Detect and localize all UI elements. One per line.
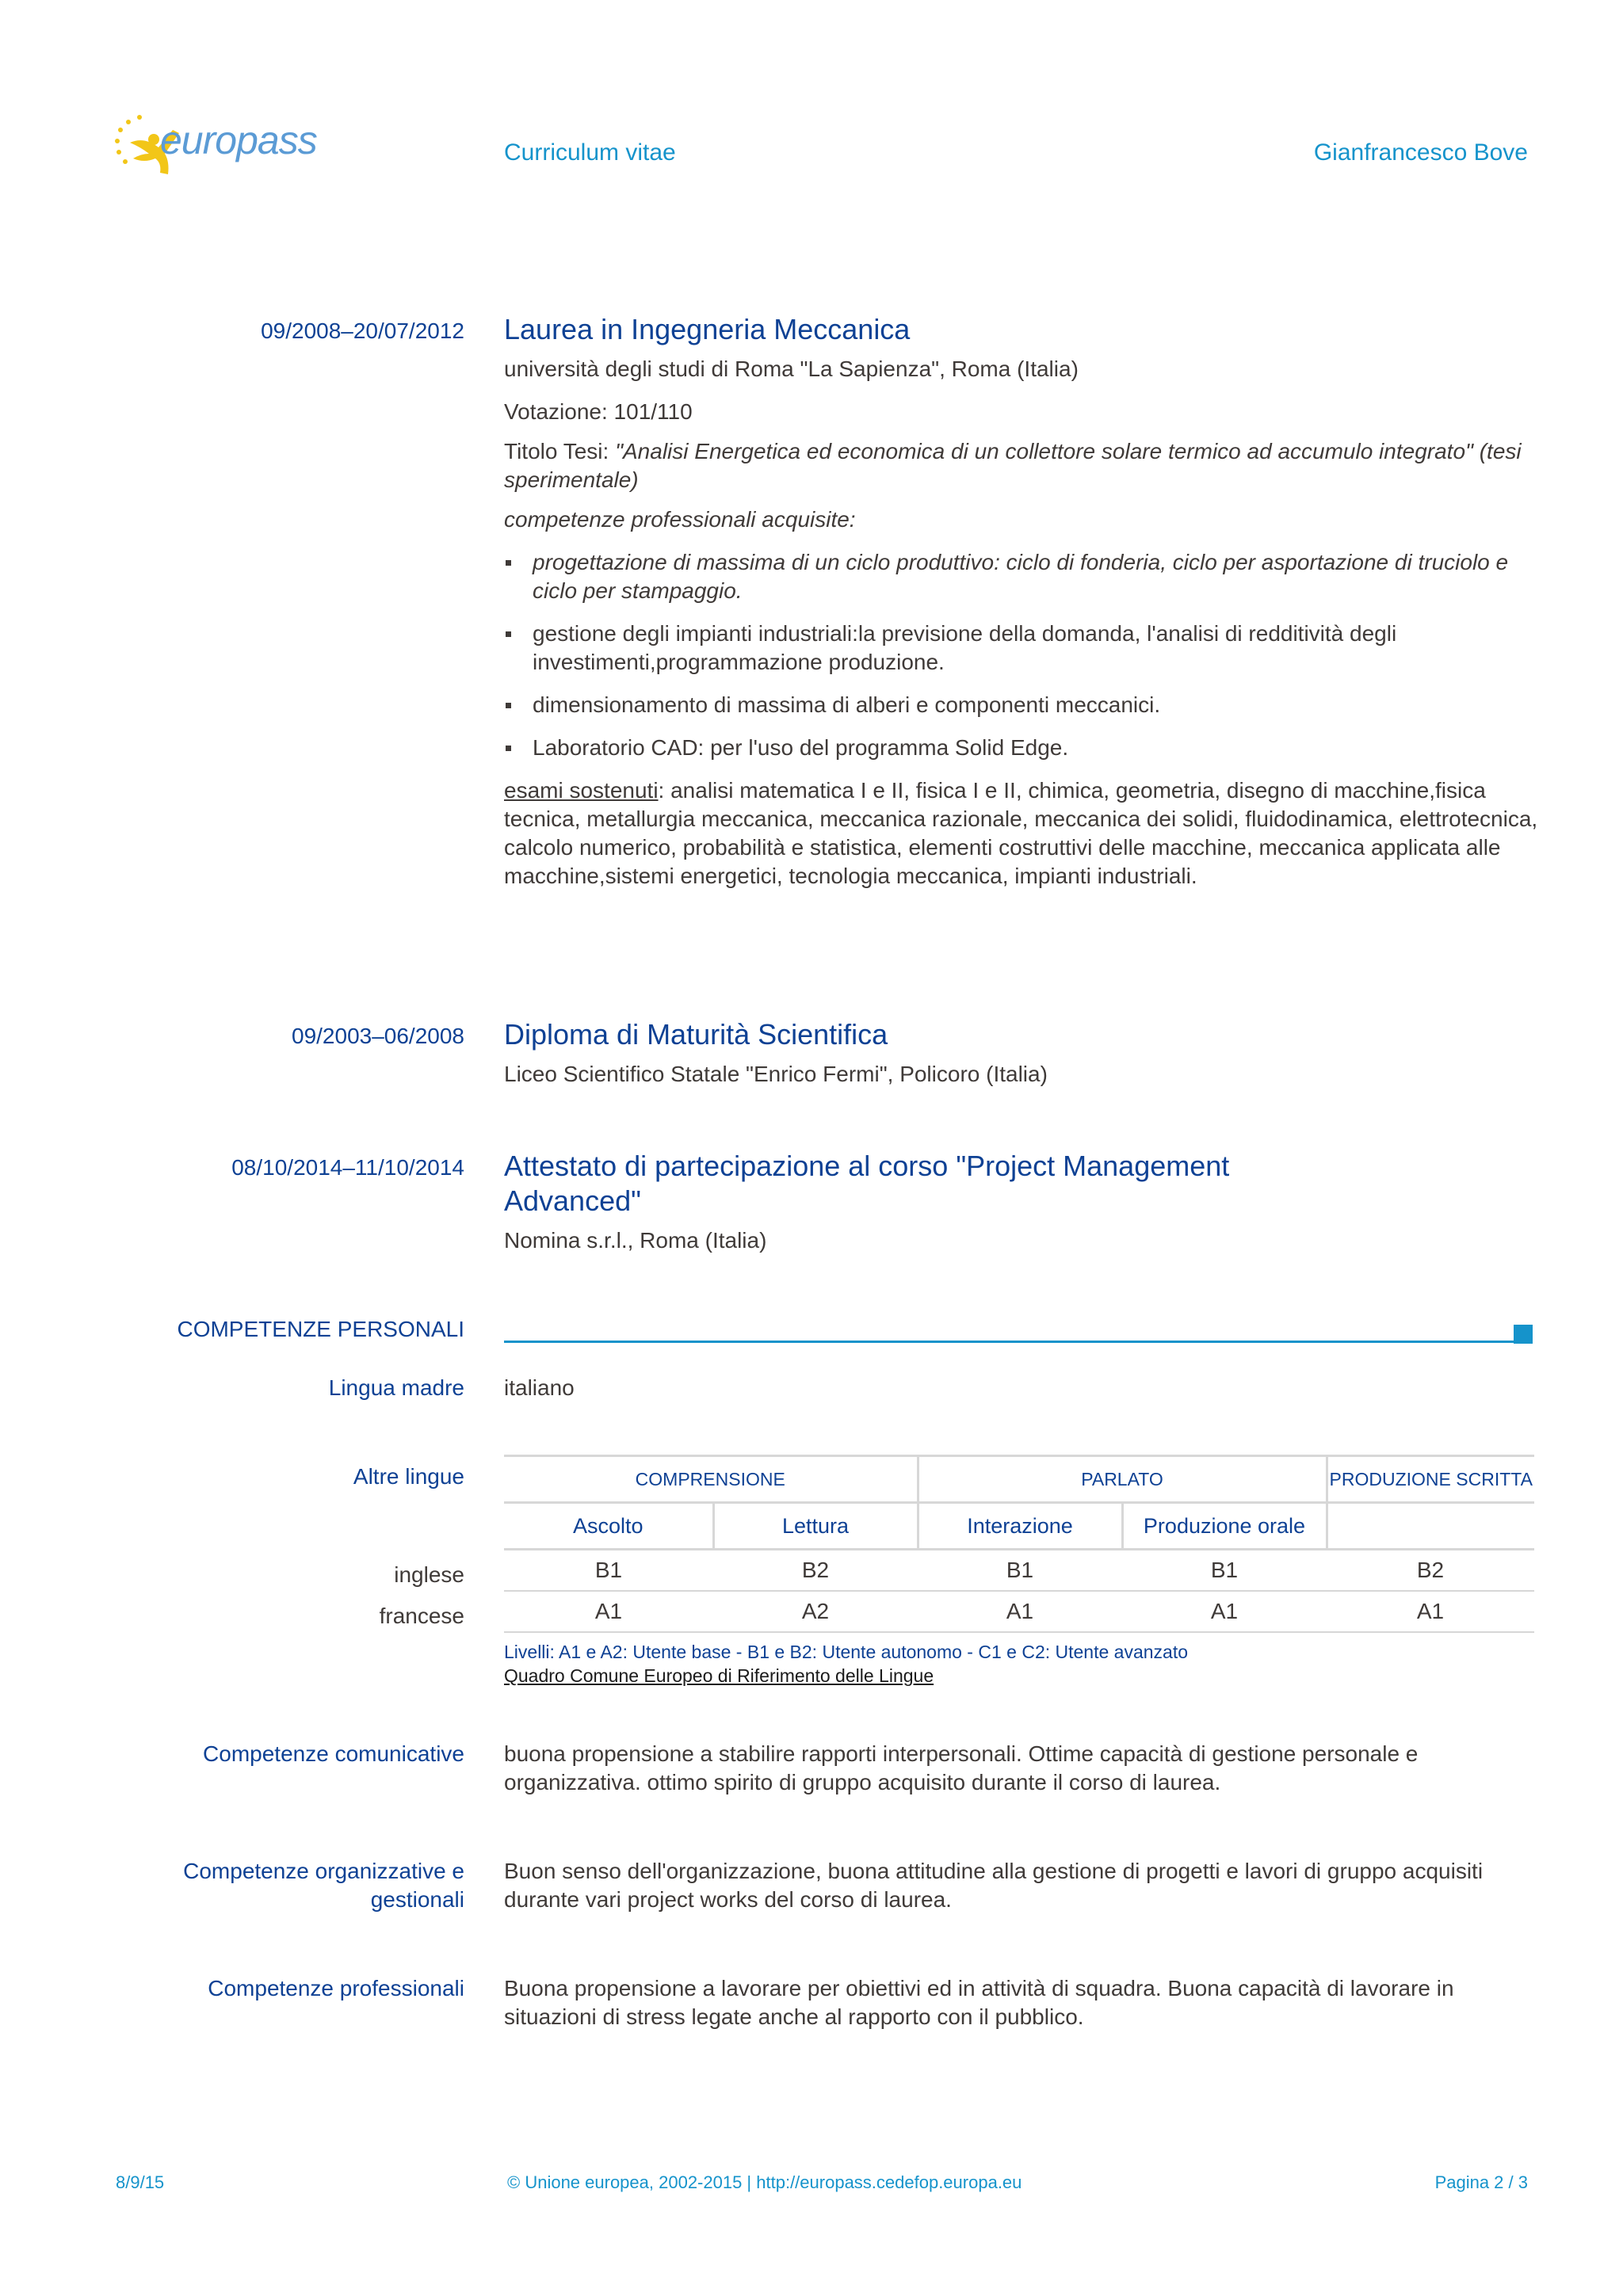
professional-text: Buona propensione a lavorare per obiettivi ed in attività di squadra. Buona capacità di lavorare in situazioni di stress legate anche al rapporto con il pubblico. [504, 1976, 1454, 2029]
group-speaking: PARLATO [918, 1456, 1327, 1503]
list-item: Laboratorio CAD: per l'uso del programma Solid Edge. [504, 734, 1539, 762]
education-institution-3: Nomina s.r.l., Roma (Italia) [504, 1228, 767, 1253]
table-row [504, 1550, 1534, 1592]
document-title: Curriculum vitae [504, 139, 676, 166]
education-details-1 [504, 355, 1539, 891]
section-divider-square [1514, 1325, 1533, 1344]
level-cell: A1 [918, 1591, 1122, 1632]
table-subheader [504, 1503, 1534, 1550]
level-cell: A1 [1327, 1591, 1534, 1632]
education-dates-1: 09/2008–20/07/2012 [261, 318, 464, 343]
group-comprehension: COMPRENSIONE [504, 1456, 918, 1503]
organisational-label-line1: Competenze organizzative e [183, 1859, 464, 1883]
footer-copyright[interactable]: © Unione europea, 2002-2015 | http://europass.cedefop.europa.eu [507, 2172, 1022, 2192]
list-item: progettazione di massima di un ciclo produttivo: ciclo di fonderia, ciclo per asportazione di truciolo e ciclo per stampaggio. [504, 548, 1539, 605]
education-dates-3: 08/10/2014–11/10/2014 [231, 1155, 464, 1180]
list-item: dimensionamento di massima di alberi e componenti meccanici. [504, 691, 1539, 719]
language-name-english: inglese [394, 1562, 464, 1587]
level-cell: B1 [918, 1550, 1122, 1592]
level-cell: B2 [1327, 1550, 1534, 1592]
skills-list [504, 548, 1539, 762]
education-title-3 [504, 1149, 1229, 1219]
section-title-personal: COMPETENZE PERSONALI [177, 1317, 464, 1341]
grade: Votazione: 101/110 [504, 399, 693, 424]
subheader-listening: Ascolto [504, 1503, 713, 1550]
level-cell: A2 [713, 1591, 918, 1632]
education-title-2: Diploma di Maturità Scientifica [504, 1018, 888, 1051]
education-title-3-line2: Advanced" [504, 1184, 641, 1217]
level-cell: B1 [504, 1550, 713, 1592]
communication-text: buona propensione a stabilire rapporti interpersonali. Ottime capacità di gestione personale e organizzativa. ottimo spirito di gruppo acquisito durante il corso di laurea. [504, 1741, 1419, 1794]
thesis-title: "Analisi Energetica ed economica di un collettore solare termico ad accumulo integrato" (tesi sperimentale) [504, 439, 1522, 492]
organisational-label [183, 1857, 464, 1914]
organisational-label-line2: gestionali [370, 1887, 464, 1912]
professional-label: Competenze professionali [208, 1976, 464, 2000]
subheader-oral-production: Produzione orale [1122, 1503, 1327, 1550]
languages-table [504, 1455, 1534, 1633]
footer-page-number: Pagina 2 / 3 [1434, 2172, 1528, 2192]
level-cell: A1 [1122, 1591, 1327, 1632]
level-cell: A1 [504, 1591, 713, 1632]
institution: università degli studi di Roma "La Sapienza", Roma (Italia) [504, 357, 1079, 381]
mother-tongue: italiano [504, 1375, 575, 1400]
education-dates-2: 09/2003–06/2008 [292, 1024, 464, 1048]
levels-note: Livelli: A1 e A2: Utente base - B1 e B2: Utente autonomo - C1 e C2: Utente avanzato [504, 1642, 1189, 1662]
level-cell: B1 [1122, 1550, 1327, 1592]
section-divider [504, 1341, 1520, 1343]
education-institution-2: Liceo Scientifico Statale "Enrico Fermi", Policoro (Italia) [504, 1062, 1048, 1086]
subheader-interaction: Interazione [918, 1503, 1122, 1550]
language-name-french: francese [379, 1604, 464, 1628]
subheader-writing [1327, 1503, 1534, 1550]
framework-link[interactable]: Quadro Comune Europeo di Riferimento delle Lingue [504, 1665, 934, 1686]
communication-label: Competenze comunicative [203, 1741, 464, 1766]
table-group-header [504, 1456, 1534, 1503]
thesis-label: Titolo Tesi: [504, 439, 616, 463]
exams-label: esami sostenuti [504, 778, 659, 803]
table-row [504, 1591, 1534, 1632]
education-title-1: Laurea in Ingegneria Meccanica [504, 313, 911, 345]
exams-text: : analisi matematica I e II, fisica I e II, chimica, geometria, disegno di macchine,fisica tecnica, metallurgia meccanica, meccanica razionale, meccanica dei solidi, fluidodinamica, elettrotecnica, calcolo numerico, probabilità e statistica, elementi costruttivi delle macchine, meccanica applicata alle macchine,sistemi energetici, tecnologia meccanica, impianti industriali. [504, 778, 1538, 888]
education-title-3-line1: Attestato di partecipazione al corso "Project Management [504, 1150, 1230, 1182]
subheader-reading: Lettura [713, 1503, 918, 1550]
other-languages-label: Altre lingue [353, 1464, 464, 1489]
europass-logo [113, 113, 342, 184]
skills-heading: competenze professionali acquisite: [504, 507, 856, 532]
organisational-text: Buon senso dell'organizzazione, buona attitudine alla gestione di progetti e lavori di gruppo acquisiti durante vari project works del corso di laurea. [504, 1859, 1484, 1912]
logo-text: europass [160, 118, 317, 162]
group-writing: PRODUZIONE SCRITTA [1327, 1456, 1534, 1503]
thesis [504, 437, 1539, 494]
list-item: gestione degli impianti industriali:la previsione della domanda, l'analisi di redditività degli investimenti,programmazione produzione. [504, 620, 1539, 677]
mother-tongue-label: Lingua madre [328, 1375, 464, 1400]
exams [504, 776, 1539, 891]
level-cell: B2 [713, 1550, 918, 1592]
footer-date: 8/9/15 [116, 2172, 165, 2192]
person-name: Gianfrancesco Bove [1313, 139, 1528, 166]
